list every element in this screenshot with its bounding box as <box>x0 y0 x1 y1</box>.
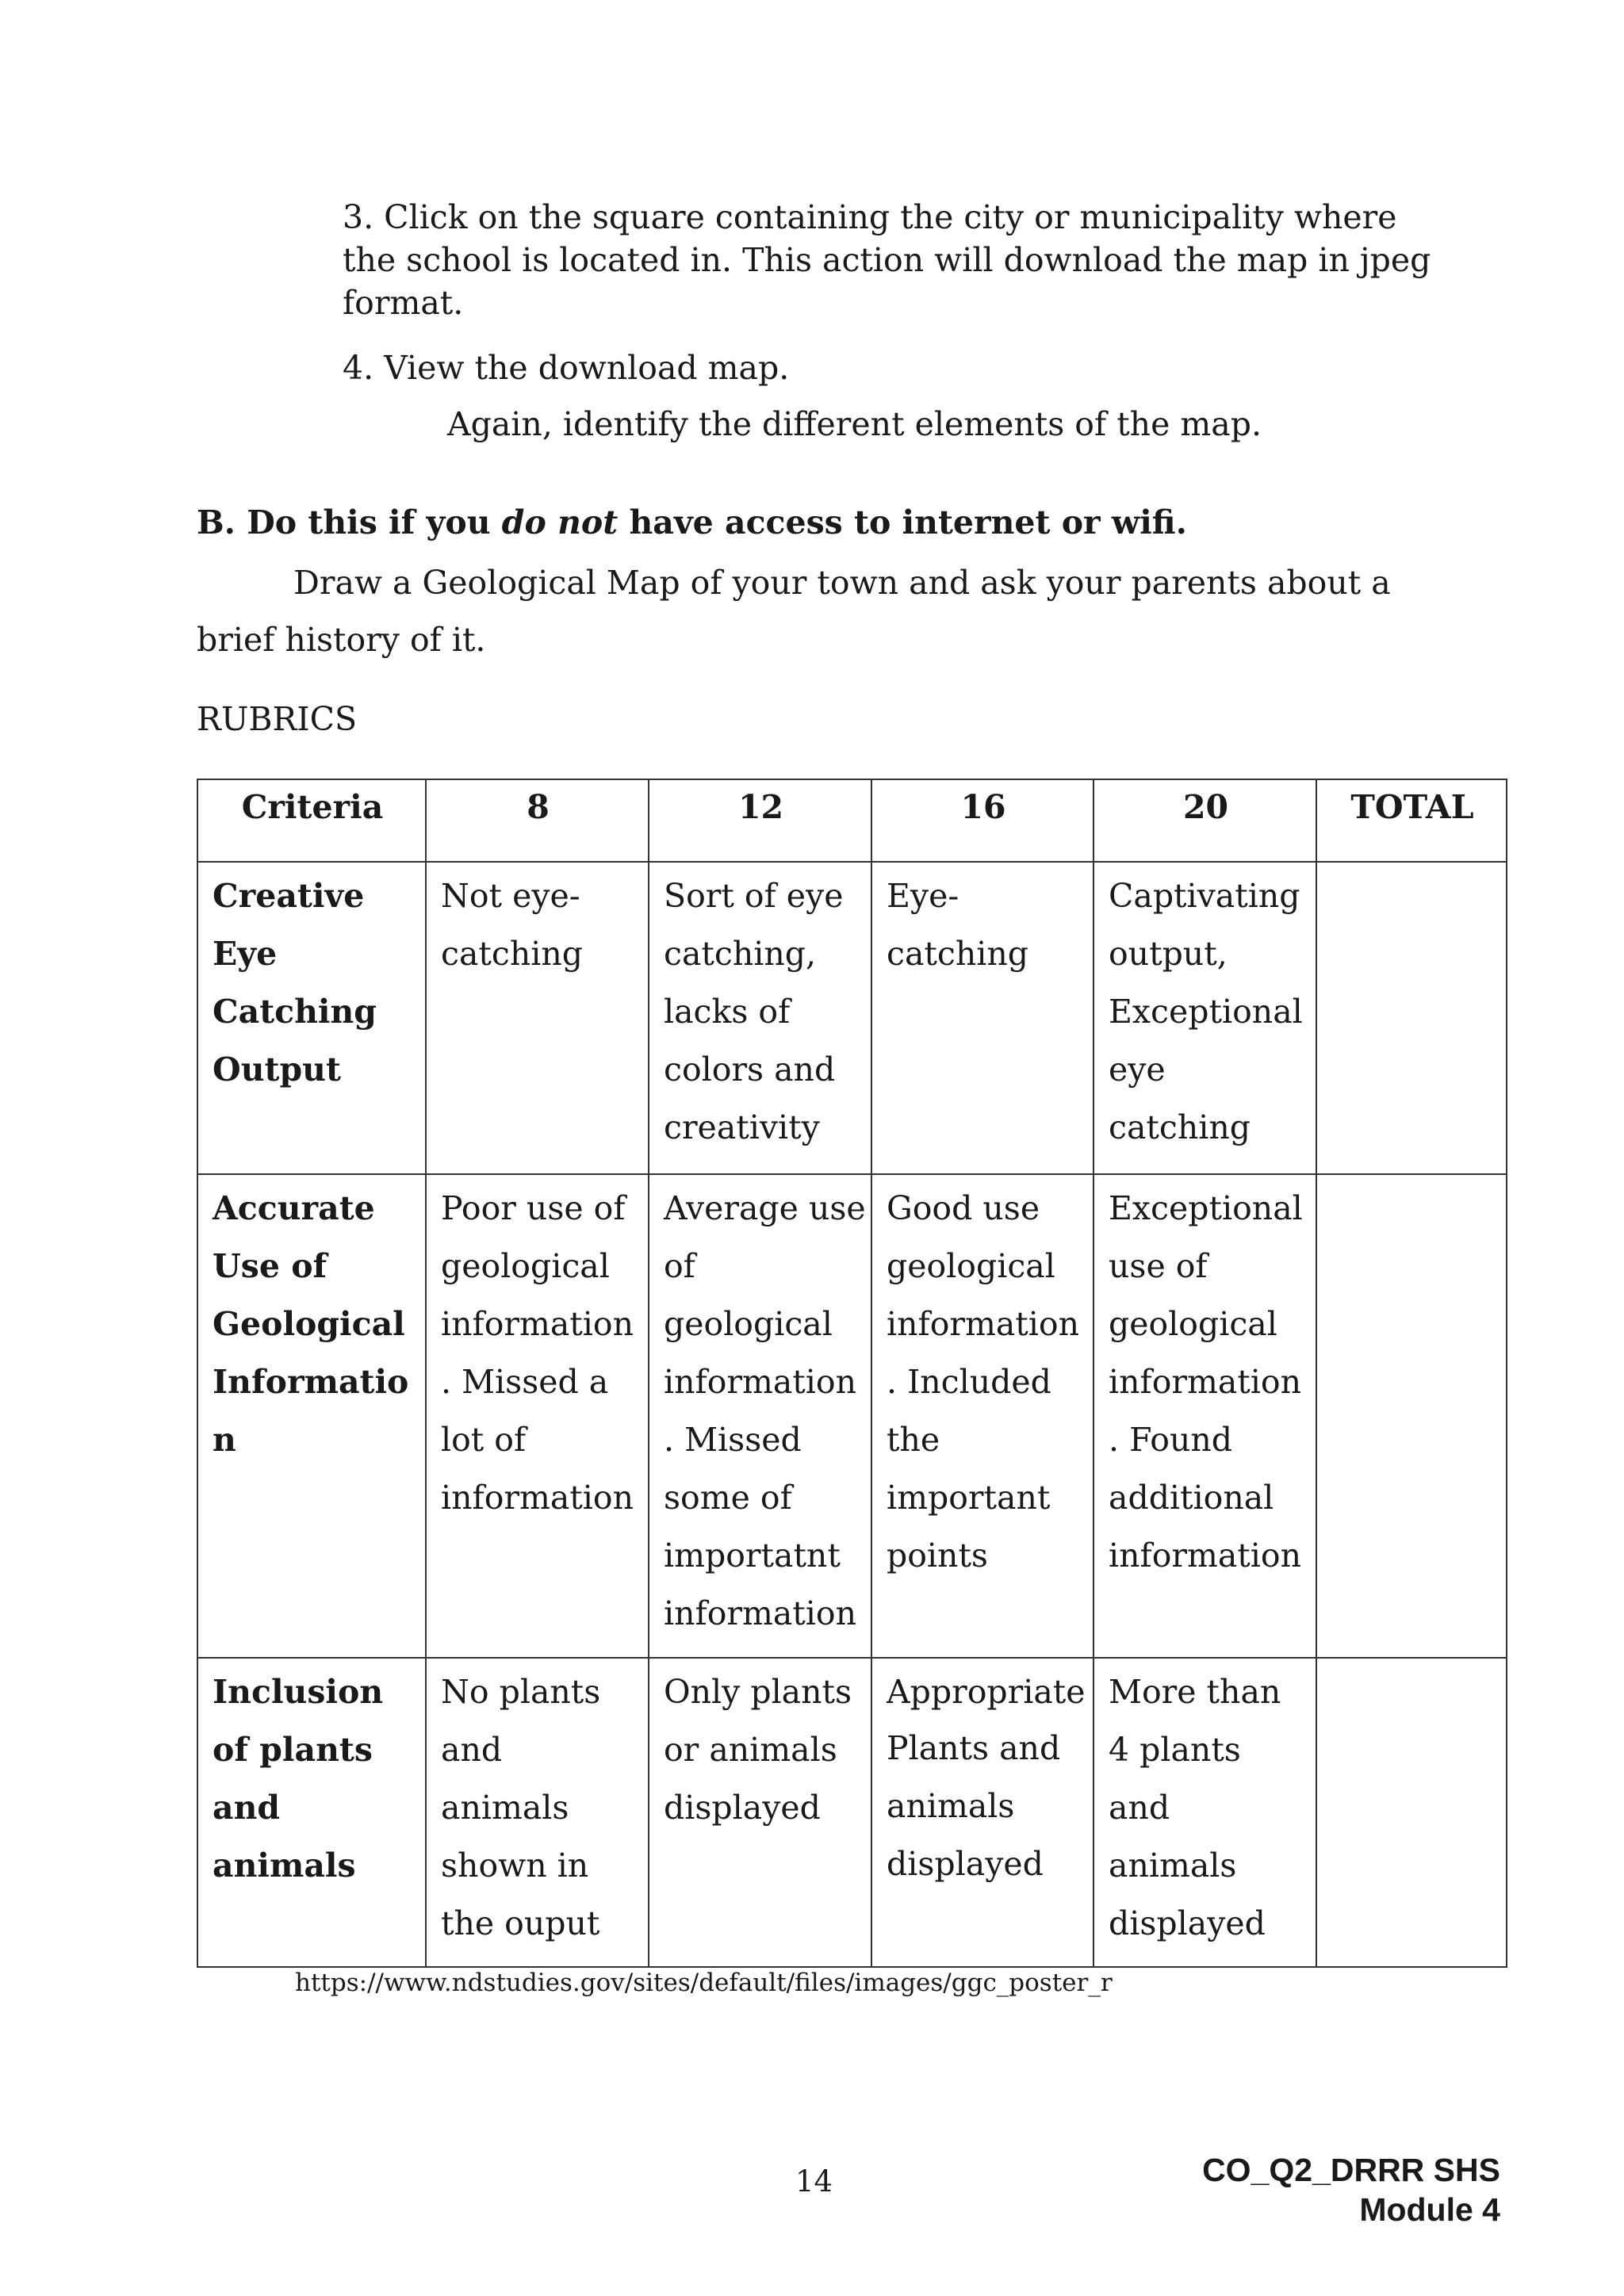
cell-line: Eye- <box>887 877 959 915</box>
header-8: 8 <box>426 779 649 862</box>
step-3-paragraph <box>343 196 1431 324</box>
cell-line: information <box>441 1479 634 1517</box>
table-row <box>197 1658 1507 1967</box>
cell-line: Catching <box>213 993 377 1031</box>
cell-line: eye <box>1109 1050 1166 1089</box>
cell-line: Eye <box>213 935 278 973</box>
section-b-instruction-line-1: Draw a Geological Map of your town and ask your parents about a <box>293 564 1391 602</box>
section-b-suffix: have access to internet or wifi. <box>618 503 1187 541</box>
cell-line: . Missed <box>664 1421 802 1459</box>
cell-line: animals <box>887 1787 1015 1825</box>
criteria-cell <box>197 1174 426 1658</box>
cell-line: information <box>664 1363 856 1401</box>
section-b-prefix: B. Do this if you <box>197 503 502 541</box>
cell-line: More than <box>1109 1673 1281 1711</box>
cell-line: geological <box>664 1305 833 1343</box>
page-number: 14 <box>795 2164 833 2198</box>
cell-line: geological <box>1109 1305 1277 1343</box>
module-code-line-1: CO_Q2_DRRR SHS <box>1202 2152 1500 2188</box>
cell-line: and <box>1109 1789 1170 1827</box>
header-20: 20 <box>1094 779 1316 862</box>
cell-line: the <box>887 1421 940 1459</box>
cell-line: lacks of <box>664 993 791 1031</box>
step-3-line-1: 3. Click on the square containing the city or municipality where <box>343 198 1397 236</box>
cell-line: additional <box>1109 1479 1274 1517</box>
score-12-cell <box>649 1174 871 1658</box>
score-20-cell <box>1094 1658 1316 1967</box>
score-8-cell <box>426 1658 649 1967</box>
cell-line: information <box>1109 1363 1301 1401</box>
cell-line: Poor use of <box>441 1189 626 1227</box>
cell-line: Exceptional <box>1109 1189 1303 1227</box>
cell-line: Only plants <box>664 1673 852 1711</box>
score-20-cell <box>1094 862 1316 1174</box>
cell-line: geological <box>887 1247 1055 1285</box>
cell-line: information <box>441 1305 634 1343</box>
total-cell <box>1316 1174 1507 1658</box>
section-b-instruction-line-2: brief history of it. <box>197 621 486 659</box>
step-4-paragraph: 4. View the download map. <box>343 349 790 387</box>
cell-line: displayed <box>664 1789 821 1827</box>
cell-line: . Found <box>1109 1421 1233 1459</box>
header-16: 16 <box>871 779 1094 862</box>
cell-line: animals <box>441 1789 569 1827</box>
score-16-cell <box>871 1174 1094 1658</box>
cell-line: . Missed a <box>441 1363 609 1401</box>
cell-line: . Included <box>887 1363 1051 1401</box>
cell-line: No plants <box>441 1673 601 1711</box>
cell-line: some of <box>664 1479 792 1517</box>
cell-line: n <box>213 1421 236 1459</box>
cell-line: Output <box>213 1050 341 1089</box>
cell-line: catching <box>887 935 1029 973</box>
total-cell <box>1316 862 1507 1174</box>
cell-line: information <box>1109 1536 1301 1575</box>
cell-line: lot of <box>441 1421 527 1459</box>
criteria-cell <box>197 862 426 1174</box>
step-3-line-3: format. <box>343 284 464 322</box>
cell-line: importatnt <box>664 1536 841 1575</box>
cell-line: important <box>887 1479 1051 1517</box>
total-cell <box>1316 1658 1507 1967</box>
cell-line: Sort of eye <box>664 877 844 915</box>
cell-line: information <box>887 1305 1079 1343</box>
cell-line: Use of <box>213 1247 327 1285</box>
cell-line: points <box>887 1536 988 1575</box>
cell-line: catching <box>441 935 584 973</box>
cell-line: use of <box>1109 1247 1208 1285</box>
cell-line: Appropriate <box>887 1673 1086 1711</box>
cell-line: Creative <box>213 877 365 915</box>
score-16-cell <box>871 1658 1094 1967</box>
score-8-cell <box>426 862 649 1174</box>
score-12-cell <box>649 862 871 1174</box>
cell-line: Inclusion <box>213 1673 384 1711</box>
section-b-heading <box>197 503 1187 541</box>
cell-line: and <box>441 1731 503 1769</box>
cell-line: Average use <box>664 1189 866 1227</box>
again-instruction: Again, identify the different elements of the map. <box>447 405 1262 443</box>
table-row <box>197 862 1507 1174</box>
source-url[interactable]: https://www.ndstudies.gov/sites/default/files/images/ggc_poster_r <box>295 1969 1113 1997</box>
module-code <box>1202 2150 1500 2229</box>
cell-line: Plants and <box>887 1729 1061 1767</box>
cell-line: of <box>664 1247 695 1285</box>
cell-line: Not eye- <box>441 877 580 915</box>
module-code-line-2: Module 4 <box>1359 2191 1500 2228</box>
cell-line: shown in <box>441 1846 589 1885</box>
rubrics-label: RUBRICS <box>197 700 358 738</box>
cell-line: Accurate <box>213 1189 375 1227</box>
cell-line: Informatio <box>213 1363 409 1401</box>
cell-line: displayed <box>887 1845 1044 1883</box>
cell-line: animals <box>213 1846 356 1885</box>
cell-line: Geological <box>213 1305 405 1343</box>
score-20-cell <box>1094 1174 1316 1658</box>
cell-line: displayed <box>1109 1904 1266 1942</box>
cell-line: and <box>213 1789 281 1827</box>
header-criteria: Criteria <box>197 779 426 862</box>
step-3-line-2: the school is located in. This action will download the map in jpeg <box>343 241 1431 279</box>
table-row <box>197 1174 1507 1658</box>
score-16-cell <box>871 862 1094 1174</box>
cell-line: information <box>664 1594 856 1632</box>
cell-line: Good use <box>887 1189 1040 1227</box>
cell-line: colors and <box>664 1050 836 1089</box>
score-8-cell <box>426 1174 649 1658</box>
header-12: 12 <box>649 779 871 862</box>
cell-line: of plants <box>213 1731 373 1769</box>
cell-line: catching <box>1109 1108 1251 1146</box>
cell-line: creativity <box>664 1108 820 1146</box>
cell-line: Captivating <box>1109 877 1300 915</box>
cell-line: or animals <box>664 1731 837 1769</box>
cell-line: the ouput <box>441 1904 600 1942</box>
criteria-cell <box>197 1658 426 1967</box>
cell-line: geological <box>441 1247 610 1285</box>
cell-line: catching, <box>664 935 817 973</box>
cell-line: output, <box>1109 935 1228 973</box>
section-b-emphasis: do not <box>501 503 619 541</box>
header-total: TOTAL <box>1316 779 1507 862</box>
cell-line: animals <box>1109 1846 1237 1885</box>
cell-line: Exceptional <box>1109 993 1303 1031</box>
cell-line: 4 plants <box>1109 1731 1241 1769</box>
table-header-row <box>197 779 1507 862</box>
score-12-cell <box>649 1658 871 1967</box>
rubrics-table <box>197 779 1507 1968</box>
